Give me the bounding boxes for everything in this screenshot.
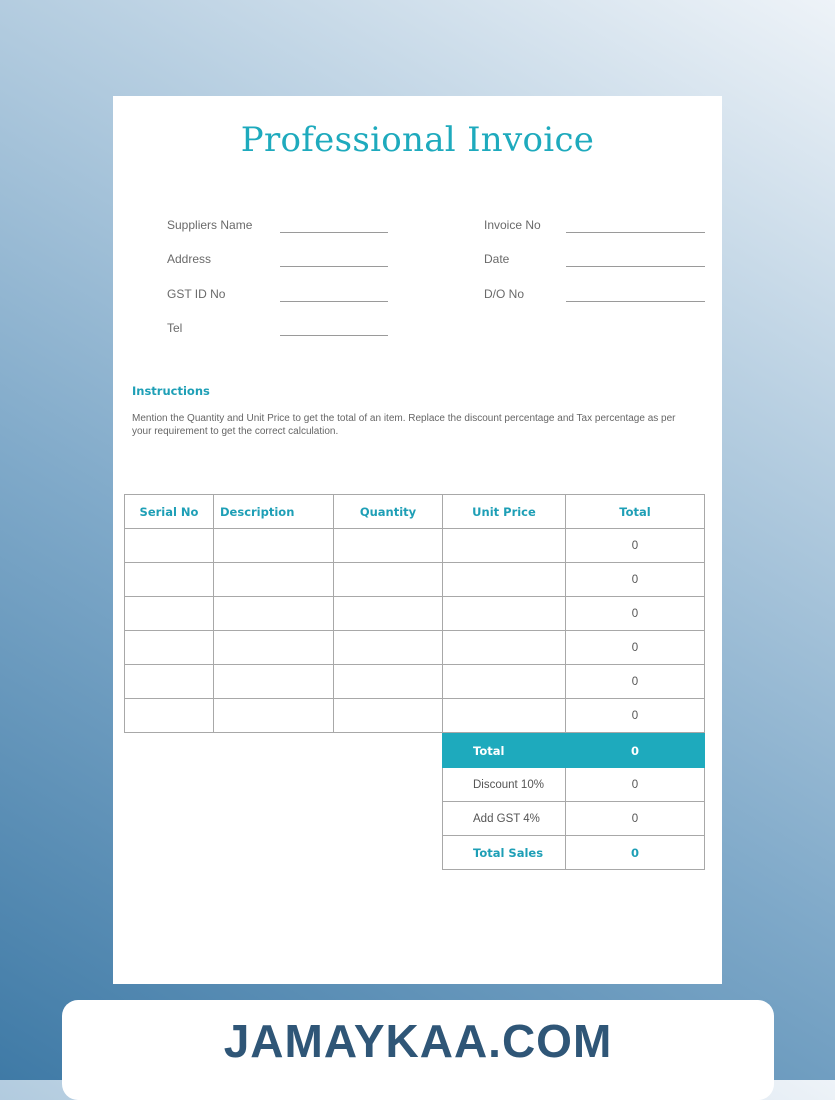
description-cell[interactable] (214, 563, 334, 597)
serial-no-cell[interactable] (125, 529, 214, 563)
table-row (125, 699, 705, 733)
table-row (125, 597, 705, 631)
suppliers-name-field[interactable] (280, 232, 388, 233)
total-cell: 0 (566, 699, 705, 733)
unit-price-cell[interactable] (443, 665, 566, 699)
header-description: Description (214, 495, 334, 529)
unit-price-cell[interactable] (443, 563, 566, 597)
total-cell: 0 (566, 631, 705, 665)
summary-discount-row (443, 768, 705, 802)
quantity-cell[interactable] (334, 597, 443, 631)
invoice-sheet (113, 96, 722, 984)
address-label: Address (167, 252, 212, 266)
quantity-cell[interactable] (334, 699, 443, 733)
summary-gst-row (443, 802, 705, 836)
description-cell[interactable] (214, 597, 334, 631)
header-total: Total (566, 495, 705, 529)
do-no-field[interactable] (566, 301, 705, 302)
invoice-no-field[interactable] (566, 232, 705, 233)
tel-field[interactable] (280, 335, 388, 336)
header-serial-no: Serial No (125, 495, 214, 529)
table-header-row (125, 495, 705, 529)
table-row (125, 529, 705, 563)
description-cell[interactable] (214, 529, 334, 563)
description-cell[interactable] (214, 699, 334, 733)
summary-discount-label: Discount 10% (443, 768, 566, 802)
items-table (124, 494, 705, 733)
summary-gst-label: Add GST 4% (443, 802, 566, 836)
address-field[interactable] (280, 266, 388, 267)
total-cell: 0 (566, 563, 705, 597)
unit-price-cell[interactable] (443, 699, 566, 733)
invoice-no-label: Invoice No (484, 218, 541, 232)
summary-discount-value: 0 (566, 768, 705, 802)
date-field[interactable] (566, 266, 705, 267)
serial-no-cell[interactable] (125, 597, 214, 631)
description-cell[interactable] (214, 631, 334, 665)
quantity-cell[interactable] (334, 631, 443, 665)
summary-total-sales-label: Total Sales (443, 836, 566, 870)
header-unit-price: Unit Price (443, 495, 566, 529)
gst-id-field[interactable] (280, 301, 388, 302)
summary-total-value: 0 (566, 734, 705, 768)
do-no-label: D/O No (484, 287, 525, 301)
summary-table (442, 733, 705, 870)
summary-total-label: Total (443, 734, 566, 768)
gst-id-label: GST ID No (167, 287, 226, 301)
table-row (125, 631, 705, 665)
total-cell: 0 (566, 597, 705, 631)
summary-total-sales-row (443, 836, 705, 870)
instructions-heading: Instructions (132, 384, 210, 398)
quantity-cell[interactable] (334, 563, 443, 597)
summary-total-row (443, 734, 705, 768)
invoice-title: Professional Invoice (240, 120, 595, 160)
tel-label: Tel (167, 321, 183, 335)
total-cell: 0 (566, 665, 705, 699)
serial-no-cell[interactable] (125, 563, 214, 597)
table-row (125, 665, 705, 699)
unit-price-cell[interactable] (443, 597, 566, 631)
unit-price-cell[interactable] (443, 631, 566, 665)
summary-gst-value: 0 (566, 802, 705, 836)
description-cell[interactable] (214, 665, 334, 699)
quantity-cell[interactable] (334, 665, 443, 699)
header-quantity: Quantity (334, 495, 443, 529)
table-row (125, 563, 705, 597)
quantity-cell[interactable] (334, 529, 443, 563)
instructions-text: Mention the Quantity and Unit Price to get the total of an item. Replace the discount percentage and Tax percentage as per your requirement to get the correct calculation. (132, 413, 676, 437)
suppliers-name-label: Suppliers Name (167, 218, 253, 232)
brand-logo-text: JAMAYKAA.COM (223, 1015, 613, 1067)
serial-no-cell[interactable] (125, 665, 214, 699)
serial-no-cell[interactable] (125, 699, 214, 733)
brand-banner (62, 1000, 774, 1100)
date-label: Date (484, 252, 510, 266)
unit-price-cell[interactable] (443, 529, 566, 563)
total-cell: 0 (566, 529, 705, 563)
summary-total-sales-value: 0 (566, 836, 705, 870)
serial-no-cell[interactable] (125, 631, 214, 665)
